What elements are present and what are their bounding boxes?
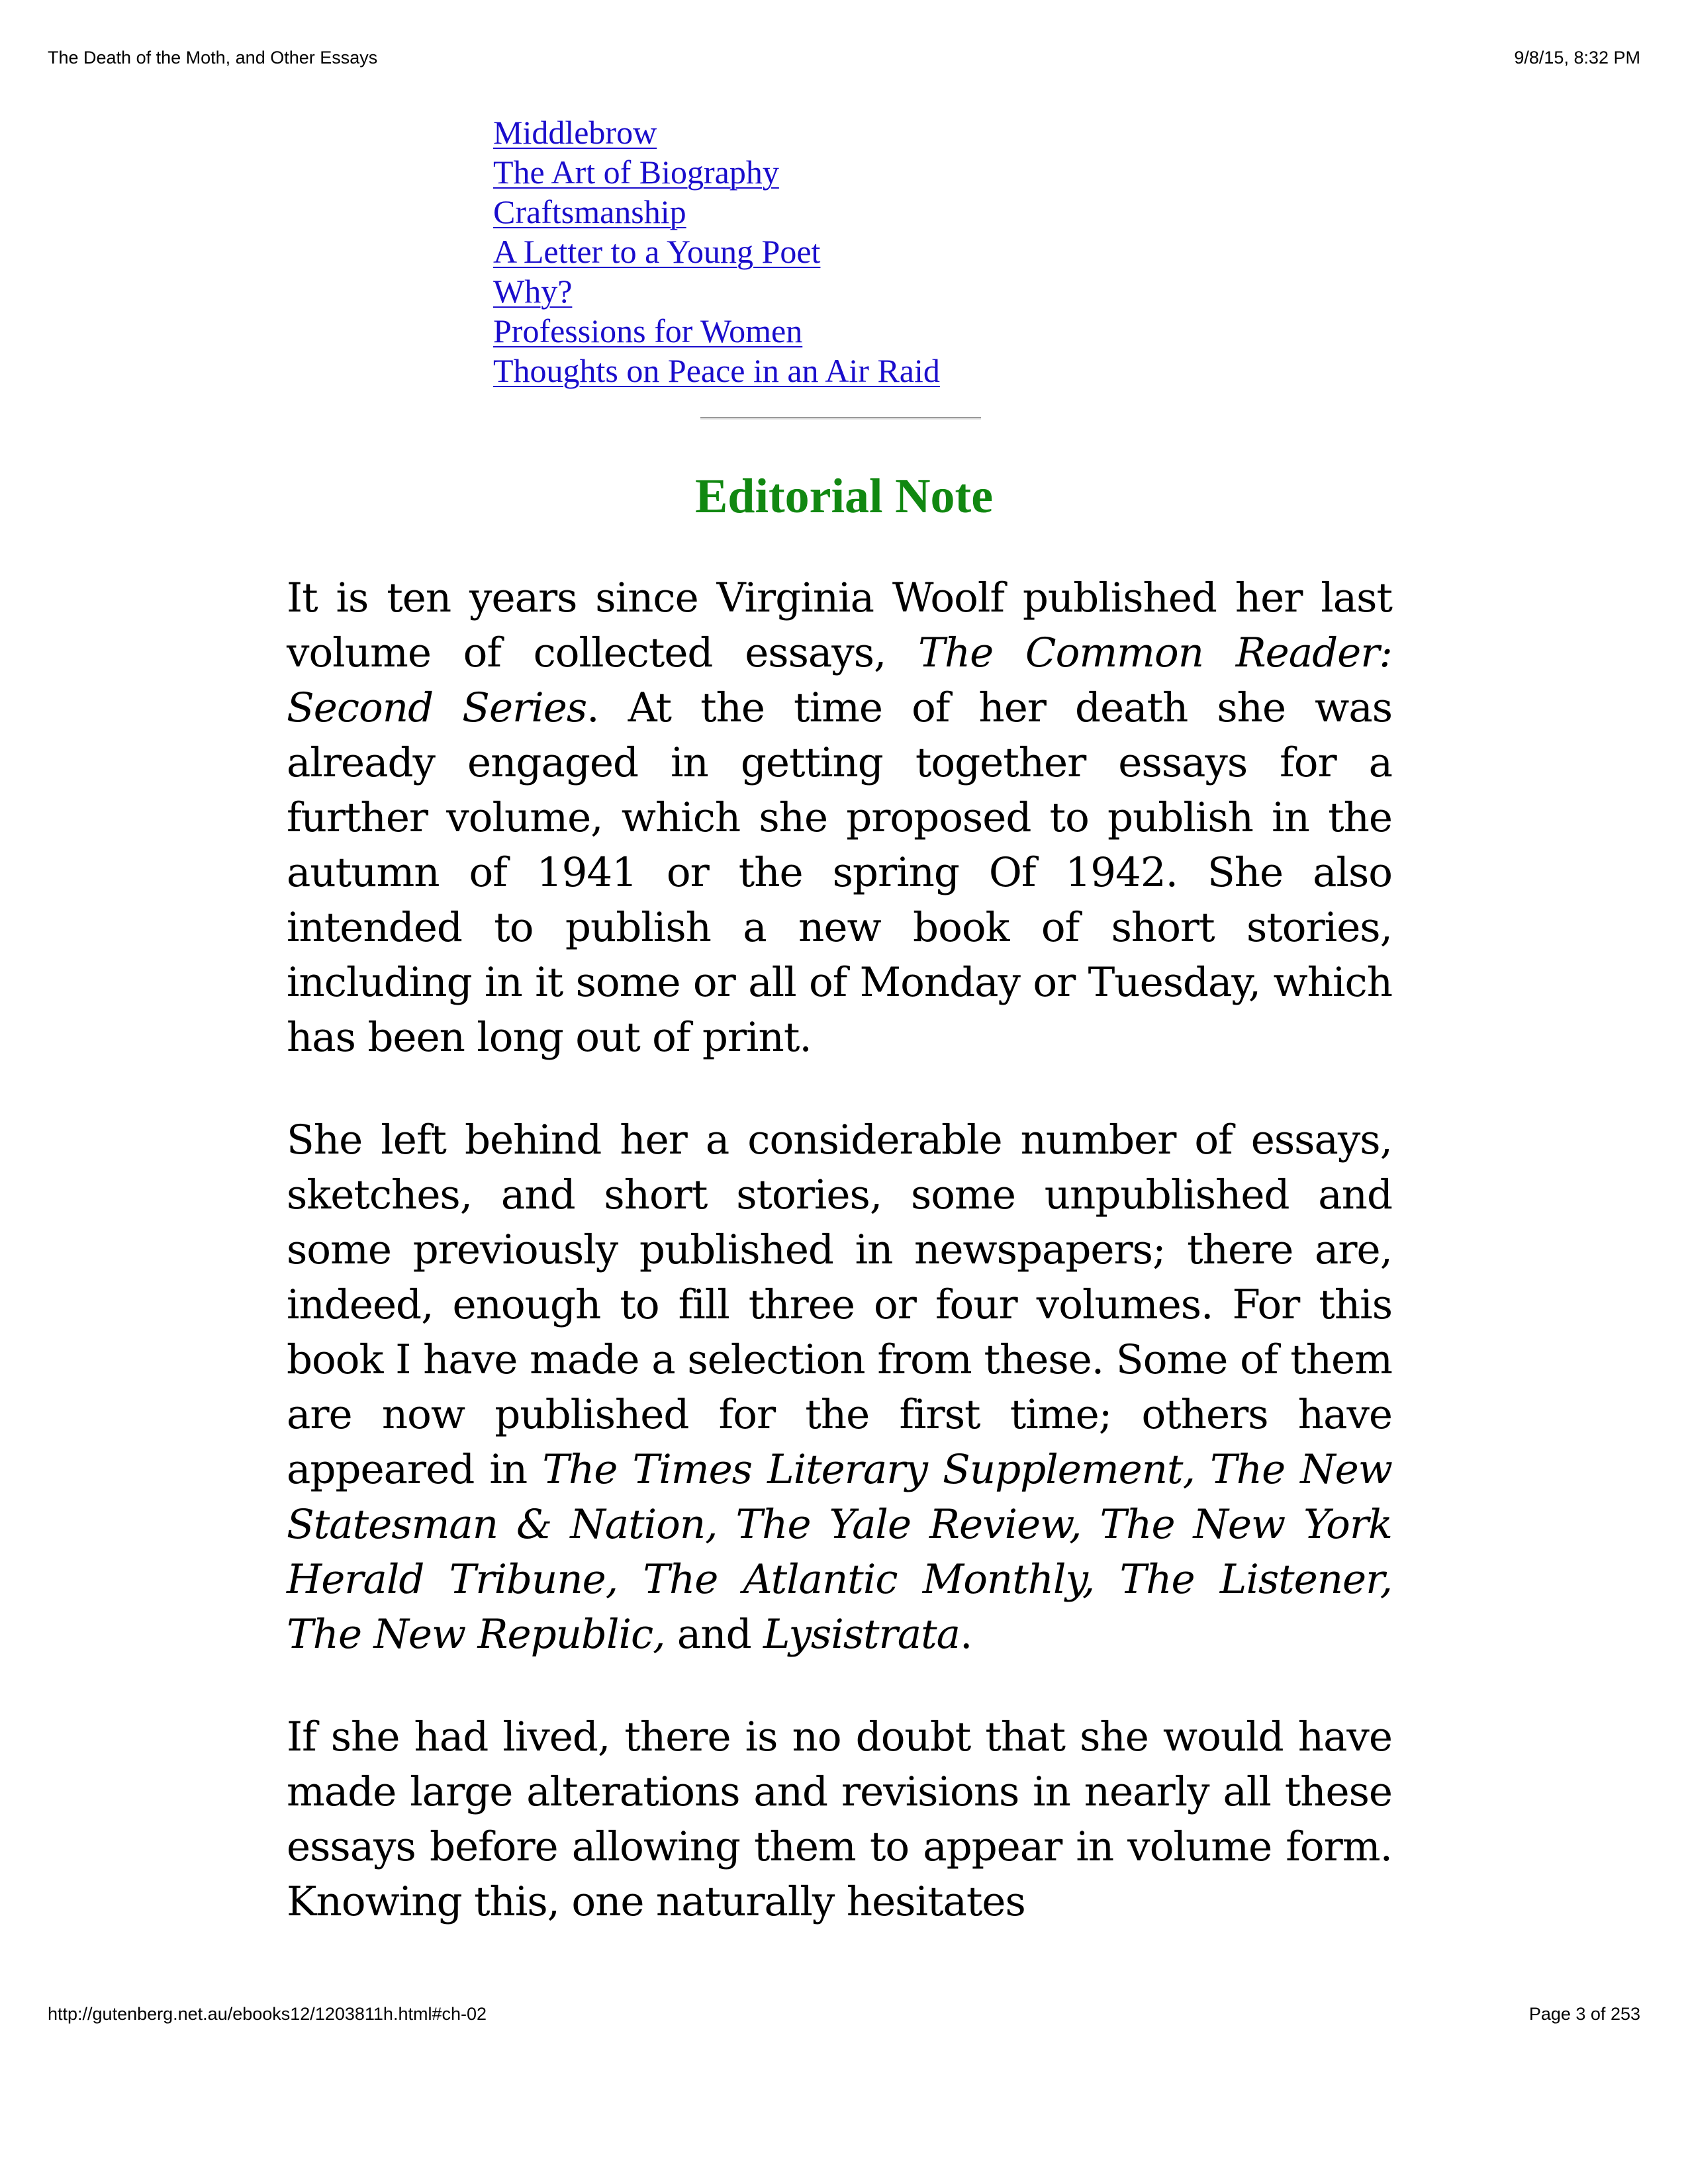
publication-title: Lysistrata (763, 1611, 960, 1658)
paragraph-text: and (665, 1611, 764, 1658)
page-number: Page 3 of 253 (1528, 2004, 1640, 2024)
toc-item (493, 351, 940, 390)
toc-link-middlebrow[interactable]: Middlebrow (493, 114, 657, 151)
toc-item (493, 192, 940, 232)
toc-item (493, 271, 940, 311)
book-title: The Common Reader: Second Series (287, 629, 1392, 731)
article-body (287, 570, 1392, 1977)
paragraph-text: It is ten years since Virginia Woolf published her last volume of collected essays, (287, 574, 1392, 676)
toc-link-why[interactable]: Why? (493, 273, 573, 310)
horizontal-rule (700, 417, 981, 420)
toc-link-craftsmanship[interactable]: Craftsmanship (493, 193, 686, 230)
toc-item (493, 311, 940, 351)
page-url: http://gutenberg.net.au/ebooks12/1203811h.html#ch-02 (48, 2004, 487, 2024)
paragraph-text: She left behind her a considerable number of essays, sketches, and short stories, some unpublished and some previously published in newspapers; there are, indeed, enough to fill three or four volumes. For this book I have made a selection from these. Some of them are now published for the first time; others have appeared in (287, 1116, 1392, 1493)
toc-item (493, 152, 940, 192)
toc-link-professions-for-women[interactable]: Professions for Women (493, 312, 803, 349)
toc-item (493, 232, 940, 271)
print-datetime: 9/8/15, 8:32 PM (1514, 48, 1640, 68)
toc-link-art-of-biography[interactable]: The Art of Biography (493, 154, 779, 191)
table-of-contents (493, 113, 940, 390)
paragraph-1 (287, 570, 1392, 1065)
toc-link-letter-to-young-poet[interactable]: A Letter to a Young Poet (493, 233, 821, 270)
paragraph-text: . At the time of her death she was already engaged in getting together essays for a further volume, which she proposed to publish in the autumn of 1941 or the spring Of 1942. She also intended to publish a new book of short stories, including in it some or all of Monday or Tuesday, which has been long out of print. (287, 684, 1392, 1061)
publication-titles: The Times Literary Supplement, The New Statesman & Nation, The Yale Review, The New York Herald Tribune, The Atlantic Monthly, The Listener, The New Republic, (287, 1446, 1392, 1658)
paragraph-text: If she had lived, there is no doubt that she would have made large alterations and revisions in nearly all these essays before allowing them to appear in volume form. Knowing this, one naturally hesitates (287, 1713, 1392, 1925)
paragraph-text: . (959, 1611, 972, 1658)
section-heading: Editorial Note (694, 469, 994, 523)
paragraph-2 (287, 1113, 1392, 1662)
print-header (48, 48, 1640, 68)
paragraph-3 (287, 1709, 1392, 1929)
toc-link-thoughts-on-peace[interactable]: Thoughts on Peace in an Air Raid (493, 352, 940, 389)
document-title: The Death of the Moth, and Other Essays (48, 48, 378, 68)
print-footer (48, 2004, 1640, 2025)
toc-item (493, 113, 940, 152)
